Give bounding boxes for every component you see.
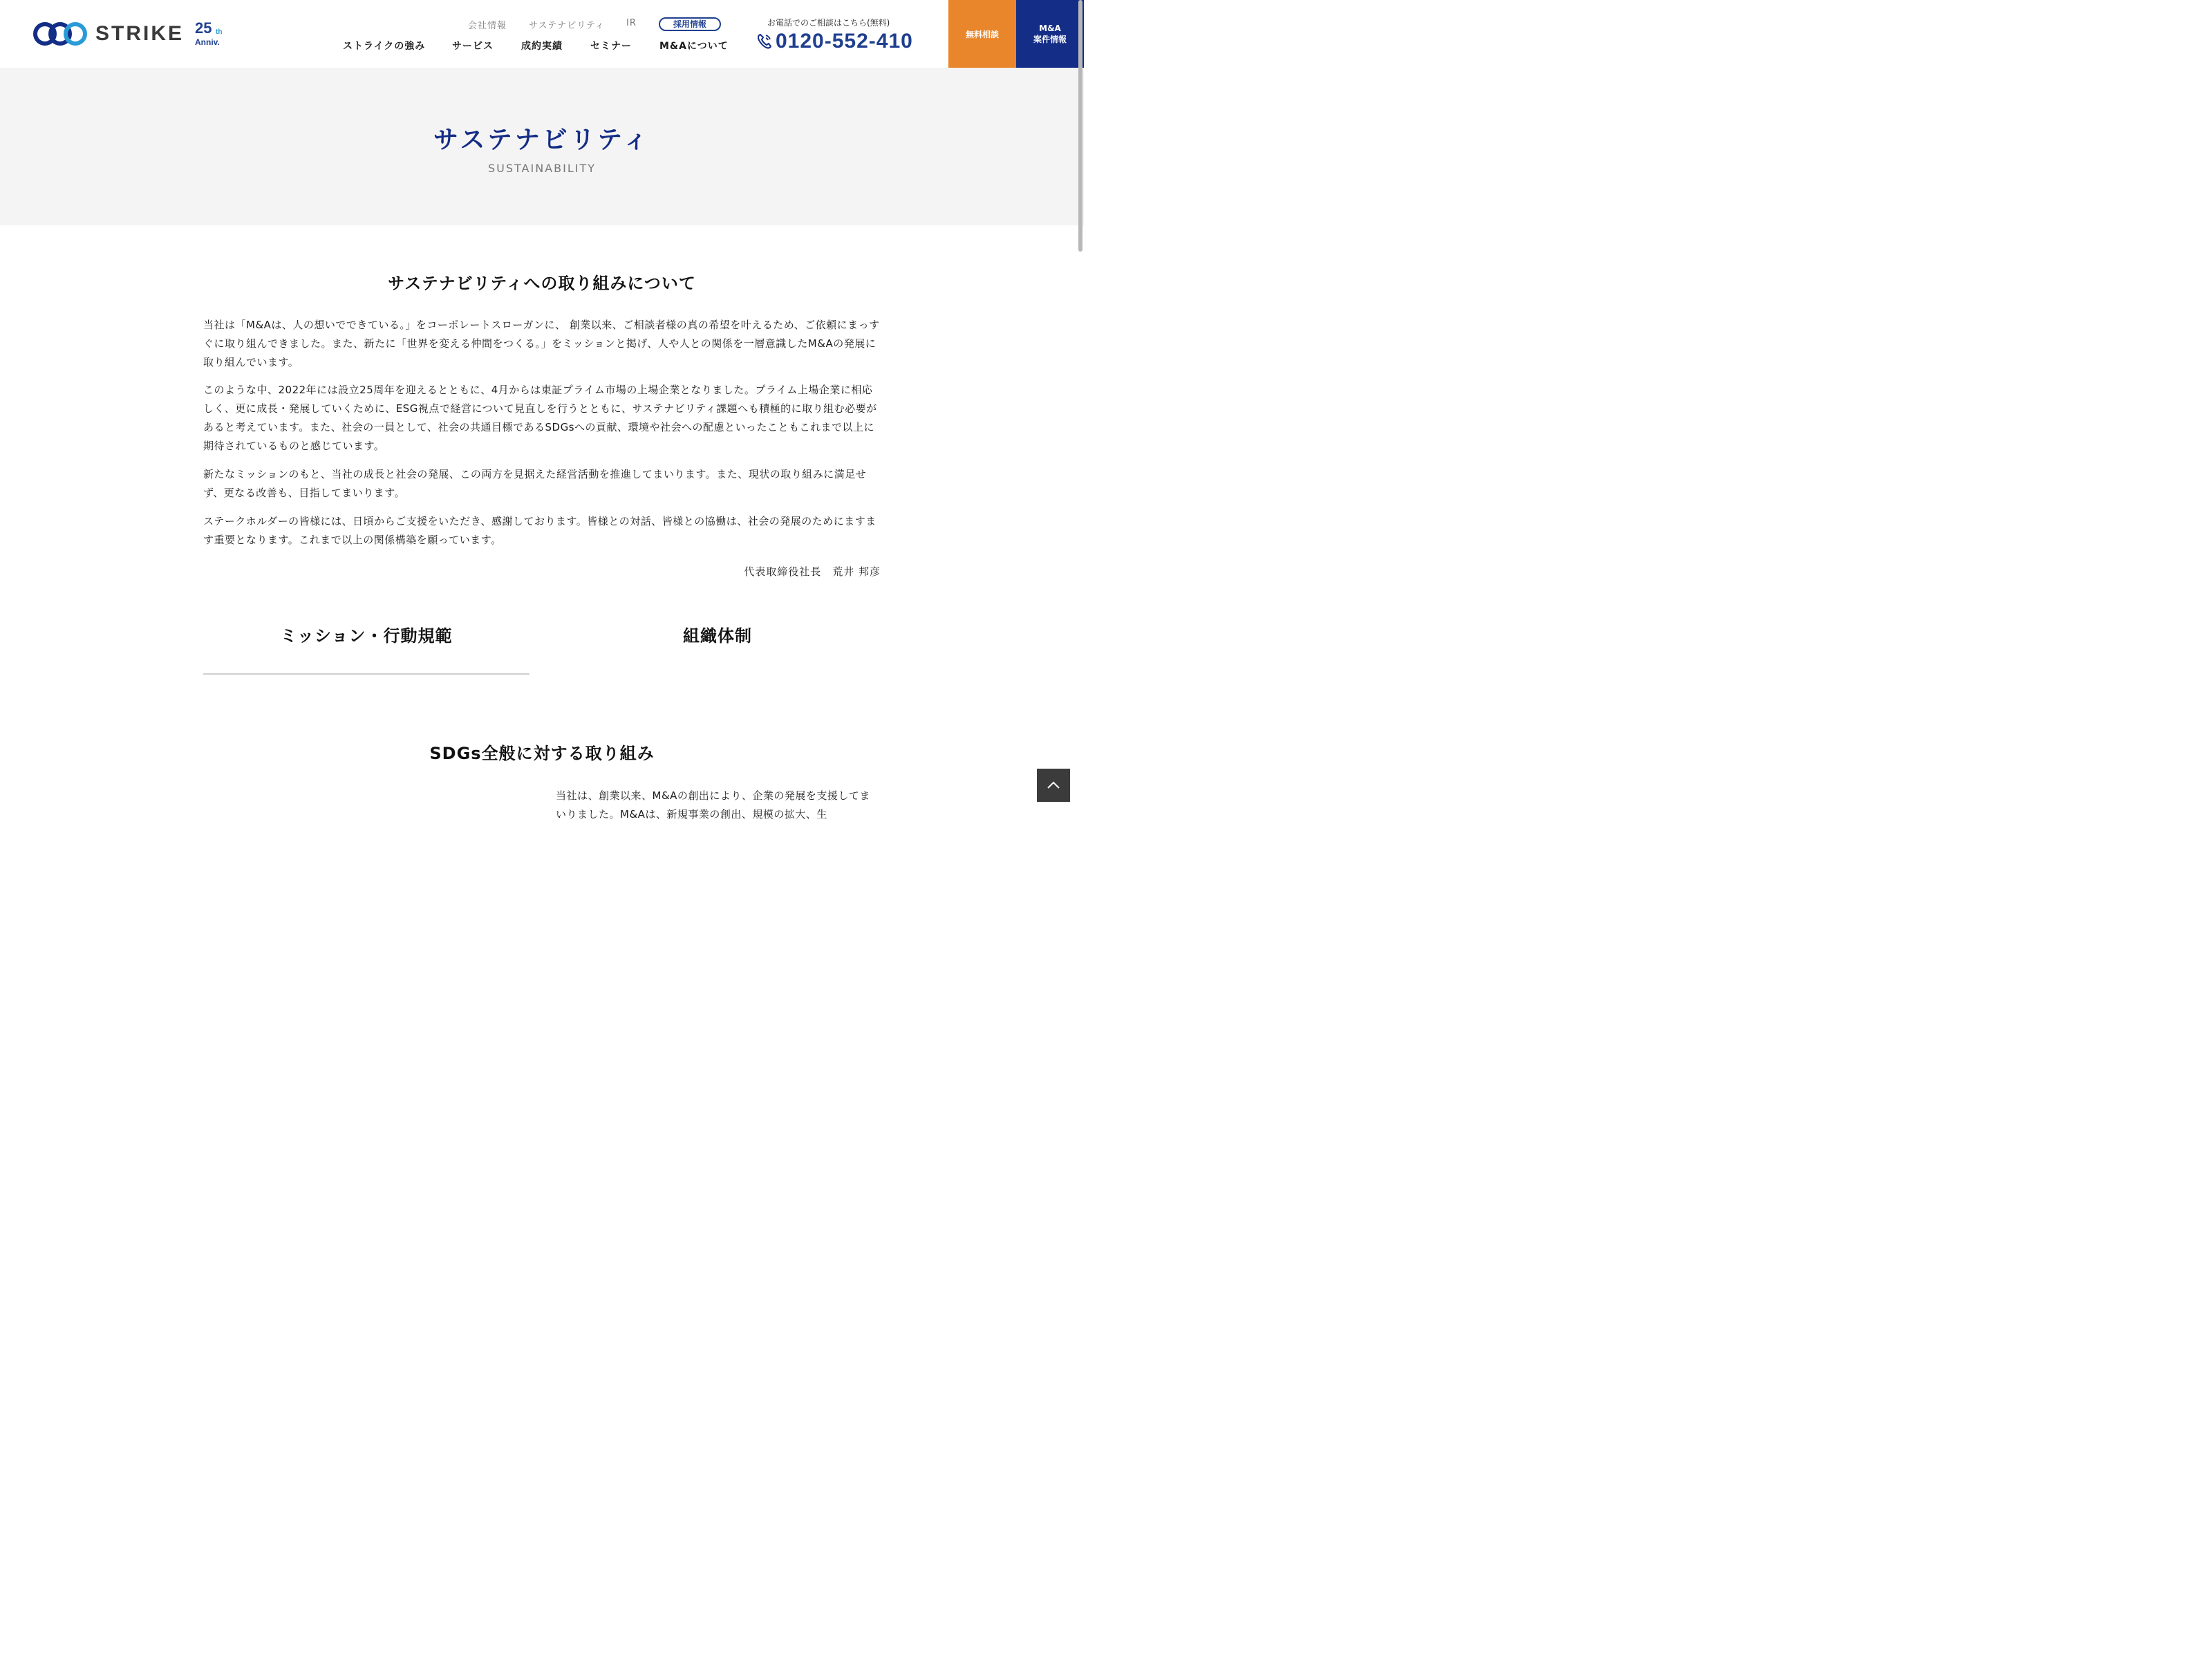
scrollbar-thumb[interactable] bbox=[1078, 0, 1082, 252]
page-subtitle: SUSTAINABILITY bbox=[487, 162, 596, 175]
anniv-th: th bbox=[216, 28, 223, 36]
nav-results[interactable]: 成約実績 bbox=[521, 41, 563, 52]
free-consultation-button[interactable] bbox=[948, 0, 1016, 68]
recruit-button[interactable]: 採用情報 bbox=[659, 17, 721, 31]
message-paragraph: 当社は「M&Aは、人の想いでできている。」をコーポレートスローガンに、 創業以来、ご相談者様の真の希望を叶えるため、ご依頼にまっすぐに取り組んできました。また、新たに「世界を変える仲間をつくる。」をミッションと掲げ、人や人との関係を一層意識したM&Aの発展に取り組んでいます。 bbox=[203, 319, 880, 368]
nav-strengths[interactable]: ストライクの強み bbox=[343, 41, 426, 52]
section-title-sustainability: サステナビリティへの取り組みについて bbox=[388, 274, 696, 293]
tab-mission[interactable]: ミッション・行動規範 bbox=[280, 626, 453, 646]
ma-listing-label-1: M&A bbox=[1039, 24, 1061, 33]
page-title: サステナビリティ bbox=[433, 126, 651, 154]
free-consultation-label: 無料相談 bbox=[965, 29, 999, 39]
anniv-label: Anniv. bbox=[195, 37, 220, 47]
page-hero bbox=[0, 68, 1084, 225]
message-paragraph: 新たなミッションのもと、当社の成長と社会の発展、この両方を見据えた経営活動を推進してまいります。また、現状の取り組みに満足せず、更なる改善も、目指してまいります。 bbox=[203, 468, 867, 499]
anniv-number: 25 bbox=[195, 19, 212, 37]
nav-about-ma[interactable]: M&Aについて bbox=[659, 41, 729, 52]
message-paragraph: このような中、2022年には設立25周年を迎えるとともに、4月からは東証プライム市場の上場企業となりました。プライム上場企業に相応しく、更に成長・発展していくために、ESG視点で経営について見直しを行うとともに、サステナビリティ課題へも積極的に取り組む必要があると考えています。また、社会の一員として、社会の共通目標であるSDGsへの貢献、環境や社会への配慮といったこともこれまで以上に期待されているものと感じています。 bbox=[203, 384, 877, 452]
phone-contact[interactable] bbox=[756, 29, 913, 54]
ma-listing-label-2: 案件情報 bbox=[1033, 35, 1067, 44]
nav-services[interactable]: サービス bbox=[452, 41, 494, 52]
nav-seminars[interactable]: セミナー bbox=[590, 41, 632, 52]
tab-organization[interactable]: 組織体制 bbox=[683, 626, 752, 646]
active-tab-underline bbox=[203, 673, 529, 675]
subnav-ir[interactable]: IR bbox=[626, 18, 637, 28]
president-signature: 代表取締役社長 荒井 邦彦 bbox=[744, 565, 881, 578]
sdg-paragraph: 当社は、創業以来、M&Aの創出により、企業の発展を支援してまいりました。M&Aは、新規事業の創出、規模の拡大、生 bbox=[556, 789, 870, 821]
message-paragraph: ステークホルダーの皆様には、日頃からご支援をいただき、感謝しております。皆様との対話、皆様との協働は、社会の発展のためにますます重要となります。これまで以上の関係構築を願っています。 bbox=[203, 515, 877, 546]
phone-label: お電話でのご相談はこちら(無料) bbox=[767, 18, 890, 28]
logo-text: STRIKE bbox=[95, 22, 185, 45]
sub-navigation bbox=[0, 18, 1084, 32]
phone-number: 0120-552-410 bbox=[776, 30, 913, 53]
subnav-company[interactable]: 会社情報 bbox=[468, 21, 507, 31]
site-header bbox=[0, 0, 1084, 68]
chevron-up-icon bbox=[1047, 781, 1060, 789]
section-title-sdgs: SDGs全般に対する取り組み bbox=[429, 744, 655, 763]
page-scrollbar[interactable] bbox=[1077, 0, 1084, 813]
back-to-top-button[interactable] bbox=[1037, 769, 1070, 802]
subnav-sustainability[interactable]: サステナビリティ bbox=[529, 21, 605, 31]
ma-listing-button[interactable] bbox=[1016, 0, 1084, 68]
phone-icon bbox=[756, 32, 773, 50]
